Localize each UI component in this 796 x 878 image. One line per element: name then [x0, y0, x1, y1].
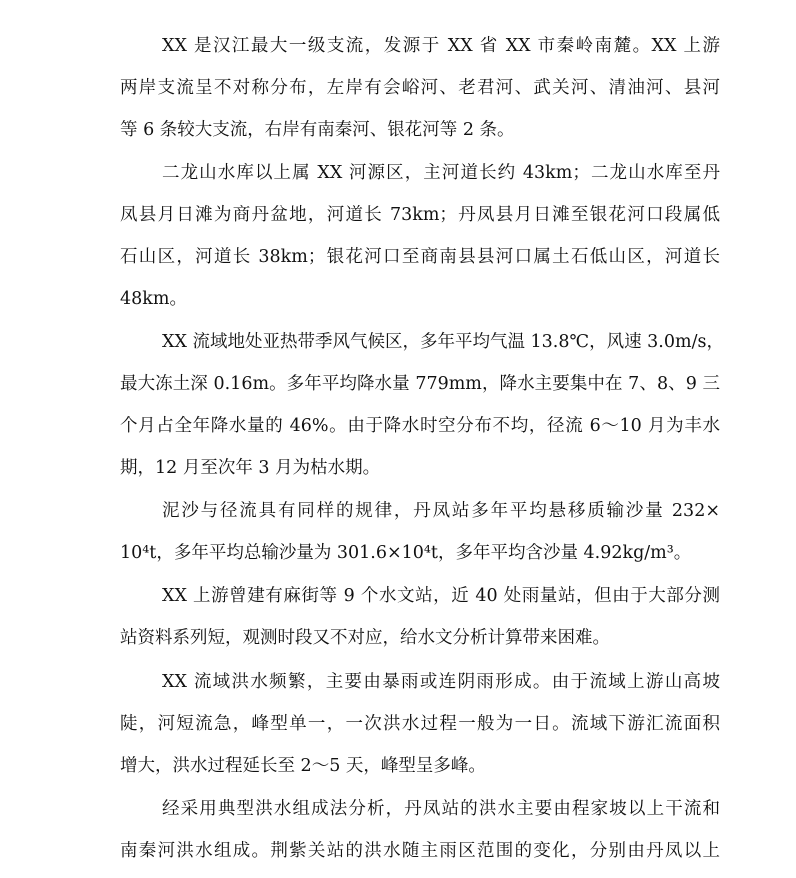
- paragraph-3-line-1: XX 流域地处亚热带季风气候区，多年平均气温 13.8℃，风速 3.0m/s，: [162, 332, 724, 352]
- paragraph-2-line-4: 48km。: [120, 289, 187, 309]
- paragraph-4-line-1: 泥沙与径流具有同样的规律，丹凤站多年平均悬移质输沙量 232×: [162, 501, 720, 521]
- paragraph-1-line-2: 两岸支流呈不对称分布，左岸有会峪河、老君河、武关河、清油河、县河: [120, 78, 720, 98]
- paragraph-5-line-2: 站资料系列短，观测时段又不对应，给水文分析计算带来困难。: [120, 628, 610, 648]
- paragraph-2-line-2: 凤县月日滩为商丹盆地，河道长 73km；丹凤县月日滩至银花河口段属低: [120, 205, 720, 225]
- paragraph-1-line-1: XX 是汉江最大一级支流，发源于 XX 省 XX 市秦岭南麓。XX 上游: [162, 36, 720, 56]
- paragraph-2-line-1: 二龙山水库以上属 XX 河源区，主河道长约 43km；二龙山水库至丹: [162, 163, 720, 183]
- paragraph-3-line-4: 期，12 月至次年 3 月为枯水期。: [120, 458, 381, 478]
- paragraph-1-line-3: 等 6 条较大支流，右岸有南秦河、银花河等 2 条。: [120, 120, 515, 140]
- paragraph-7-line-1: 经采用典型洪水组成法分析，丹凤站的洪水主要由程家坡以上干流和: [162, 799, 720, 819]
- paragraph-6-line-3: 增大，洪水过程延长至 2～5 天，峰型呈多峰。: [120, 756, 486, 776]
- paragraph-7-line-2: 南秦河洪水组成。荆紫关站的洪水随主雨区范围的变化，分别由丹凤以上: [120, 841, 720, 861]
- paragraph-4-line-2: 10⁴t，多年平均总输沙量为 301.6×10⁴t，多年平均含沙量 4.92kg/m³。: [120, 543, 692, 563]
- paragraph-6-line-2: 陡，河短流急，峰型单一，一次洪水过程一般为一日。流域下游汇流面积: [120, 714, 720, 734]
- paragraph-3-line-2: 最大冻土深 0.16m。多年平均降水量 779mm，降水主要集中在 7、8、9 三: [120, 374, 720, 394]
- paragraph-2-line-3: 石山区，河道长 38km；银花河口至商南县县河口属土石低山区，河道长: [120, 247, 720, 267]
- paragraph-3-line-3: 个月占全年降水量的 46%。由于降水时空分布不均，径流 6～10 月为丰水: [120, 416, 720, 436]
- paragraph-5-line-1: XX 上游曾建有麻街等 9 个水文站，近 40 处雨量站，但由于大部分测: [162, 586, 720, 606]
- paragraph-6-line-1: XX 流域洪水频繁，主要由暴雨或连阴雨形成。由于流域上游山高坡: [162, 672, 720, 692]
